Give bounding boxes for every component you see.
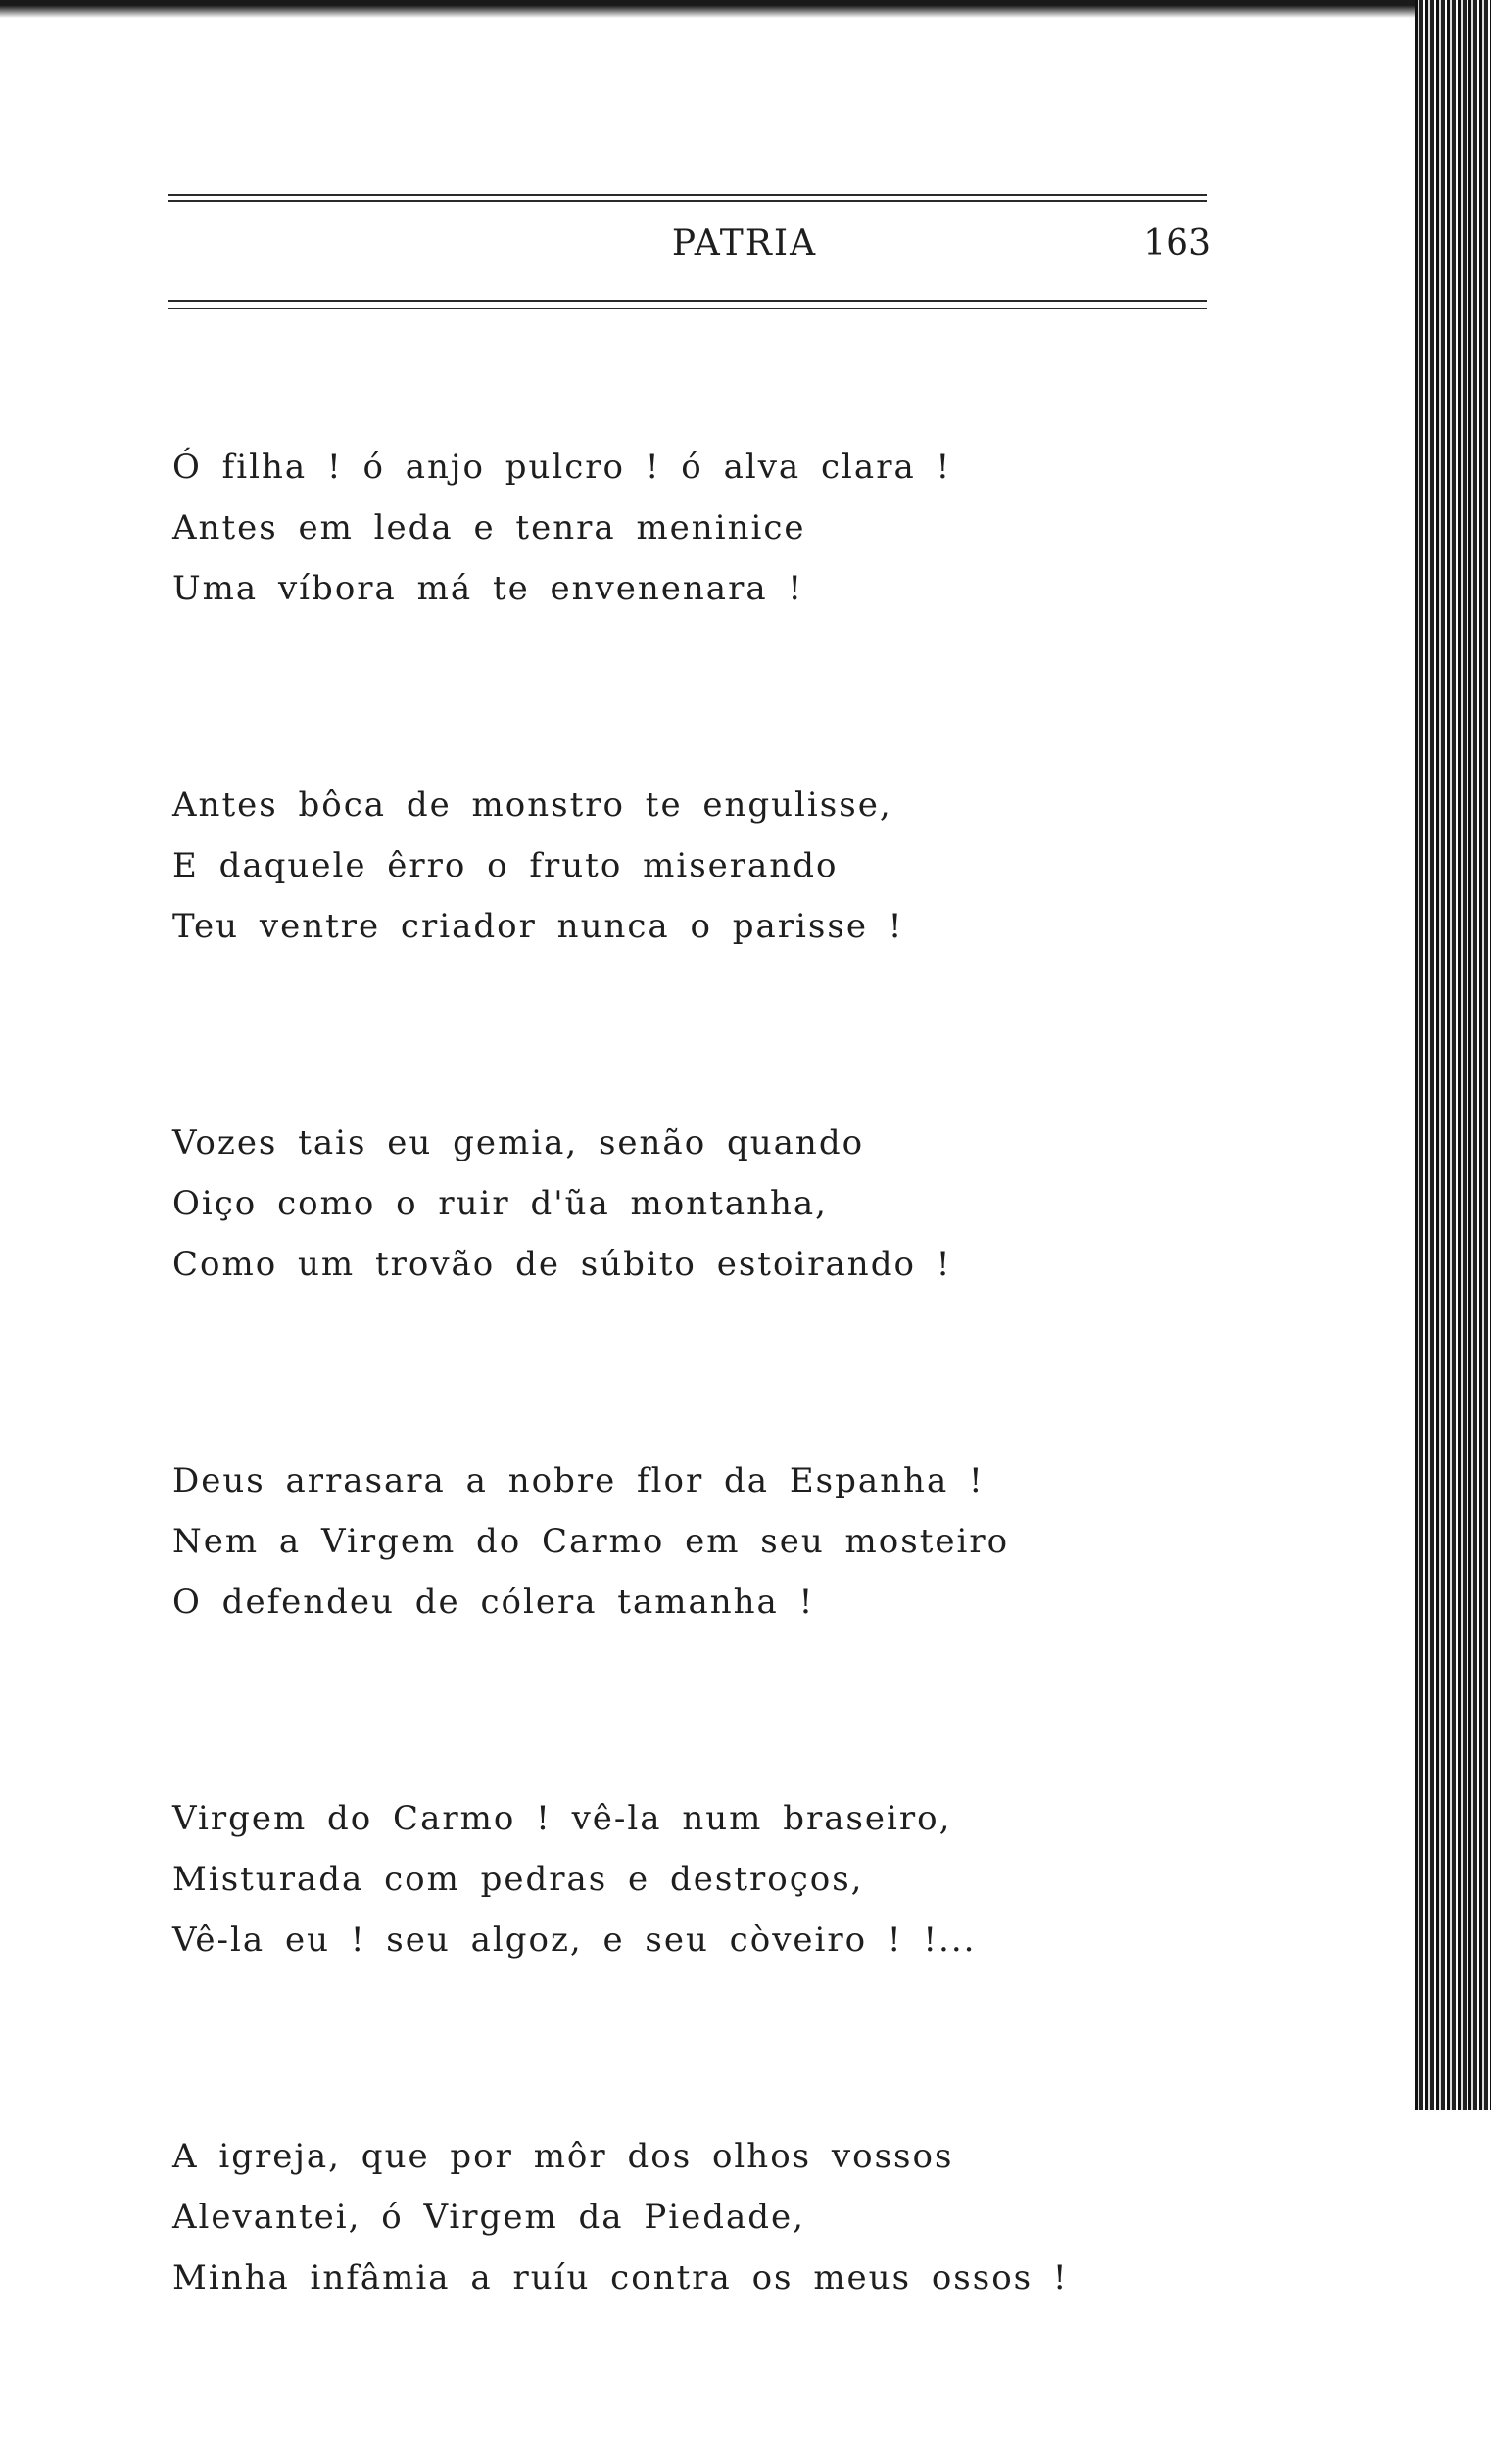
verse-line: Virgem do Carmo ! vê-la num braseiro,: [172, 1799, 952, 1838]
stanza: [172, 1113, 1250, 1295]
running-title: PATRIA: [671, 223, 818, 263]
book-spine-edge: [1415, 0, 1491, 2110]
scan-top-edge: [0, 0, 1415, 18]
stanza: [172, 437, 1250, 619]
header-rule-top: [168, 194, 1207, 196]
verse-line: Vê-la eu ! seu algoz, e seu còveiro ! !...: [172, 1920, 977, 1960]
verse-line: Deus arrasara a nobre flor da Espanha !: [172, 1461, 985, 1500]
verse-line: Uma víbora má te envenenara !: [172, 569, 804, 608]
verse-line: O defendeu de cólera tamanha !: [172, 1583, 815, 1622]
verse-line: Oiço como o ruir d'ũa montanha,: [172, 1184, 828, 1223]
verse-line: Nem a Virgem do Carmo em seu mosteiro: [172, 1522, 1010, 1561]
header-rule-bottom: [168, 300, 1207, 302]
stanza: [172, 775, 1250, 957]
stanza: [172, 2126, 1250, 2308]
stanza: [172, 1788, 1250, 1970]
verse-line: Teu ventre criador nunca o parisse !: [172, 907, 904, 946]
verse-line: Vozes tais eu gemia, senão quando: [172, 1123, 865, 1162]
verse-line: Antes bôca de monstro te engulisse,: [172, 785, 892, 825]
verse-line: Minha infâmia a ruíu contra os meus ossos !: [172, 2258, 1069, 2298]
verse-line: Misturada com pedras e destroços,: [172, 1860, 864, 1899]
verse-line: Como um trovão de súbito estoirando !: [172, 1245, 952, 1284]
verse-line: Ó filha ! ó anjo pulcro ! ó alva clara !: [172, 448, 952, 487]
page-number: 163: [1143, 223, 1211, 263]
header-rule-bottom-inner: [168, 308, 1207, 309]
stanza: [172, 1450, 1250, 1633]
verse-line: Alevantei, ó Virgem da Piedade,: [172, 2198, 805, 2237]
verse-line: E daquele êrro o fruto miserando: [172, 846, 839, 885]
poem-body: [172, 437, 1250, 2464]
verse-line: Antes em leda e tenra meninice: [172, 508, 806, 547]
header-rule-top-inner: [168, 200, 1207, 202]
verse-line: A igreja, que por môr dos olhos vossos: [172, 2137, 954, 2176]
